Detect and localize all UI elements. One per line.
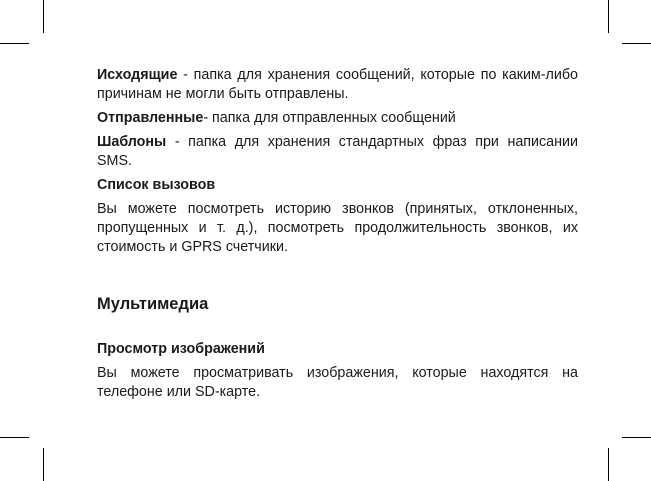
templates-paragraph [97, 133, 578, 171]
image-view-heading: Просмотр изображений [97, 341, 265, 357]
templates-description: - папка для хранения стандартных фраз при написании SMS. [97, 134, 578, 169]
crop-mark-bottom-right-vertical [608, 448, 609, 481]
document-body [97, 66, 578, 402]
crop-mark-bottom-left-vertical [43, 448, 44, 481]
crop-mark-top-left-vertical [43, 0, 44, 33]
image-view-paragraph: Вы можете просматривать изображения, которые находятся на телефоне или SD-карте. [97, 365, 578, 400]
crop-mark-bottom-right-horizontal [622, 437, 651, 438]
crop-mark-bottom-left-horizontal [0, 437, 29, 438]
outbox-term: Исходящие [97, 67, 178, 83]
call-list-heading: Список вызовов [97, 177, 216, 193]
sent-description: - папка для отправленных сообщений [203, 110, 456, 126]
crop-mark-top-right-horizontal [622, 43, 651, 44]
call-list-paragraph: Вы можете посмотреть историю звонков (принятых, отклоненных, пропущенных и т. д.), посмотреть продолжительность звонков, их стоимость и GPRS счетчики. [97, 201, 578, 255]
crop-mark-top-left-horizontal [0, 43, 29, 44]
outbox-description: - папка для хранения сообщений, которые по каким-либо причинам не могли быть отправлены. [97, 67, 578, 102]
sent-paragraph [97, 109, 578, 128]
templates-term: Шаблоны [97, 134, 167, 150]
crop-mark-top-right-vertical [608, 0, 609, 33]
outbox-paragraph [97, 66, 578, 104]
multimedia-heading: Мультимедиа [97, 295, 209, 313]
sent-term: Отправленные [97, 110, 204, 126]
